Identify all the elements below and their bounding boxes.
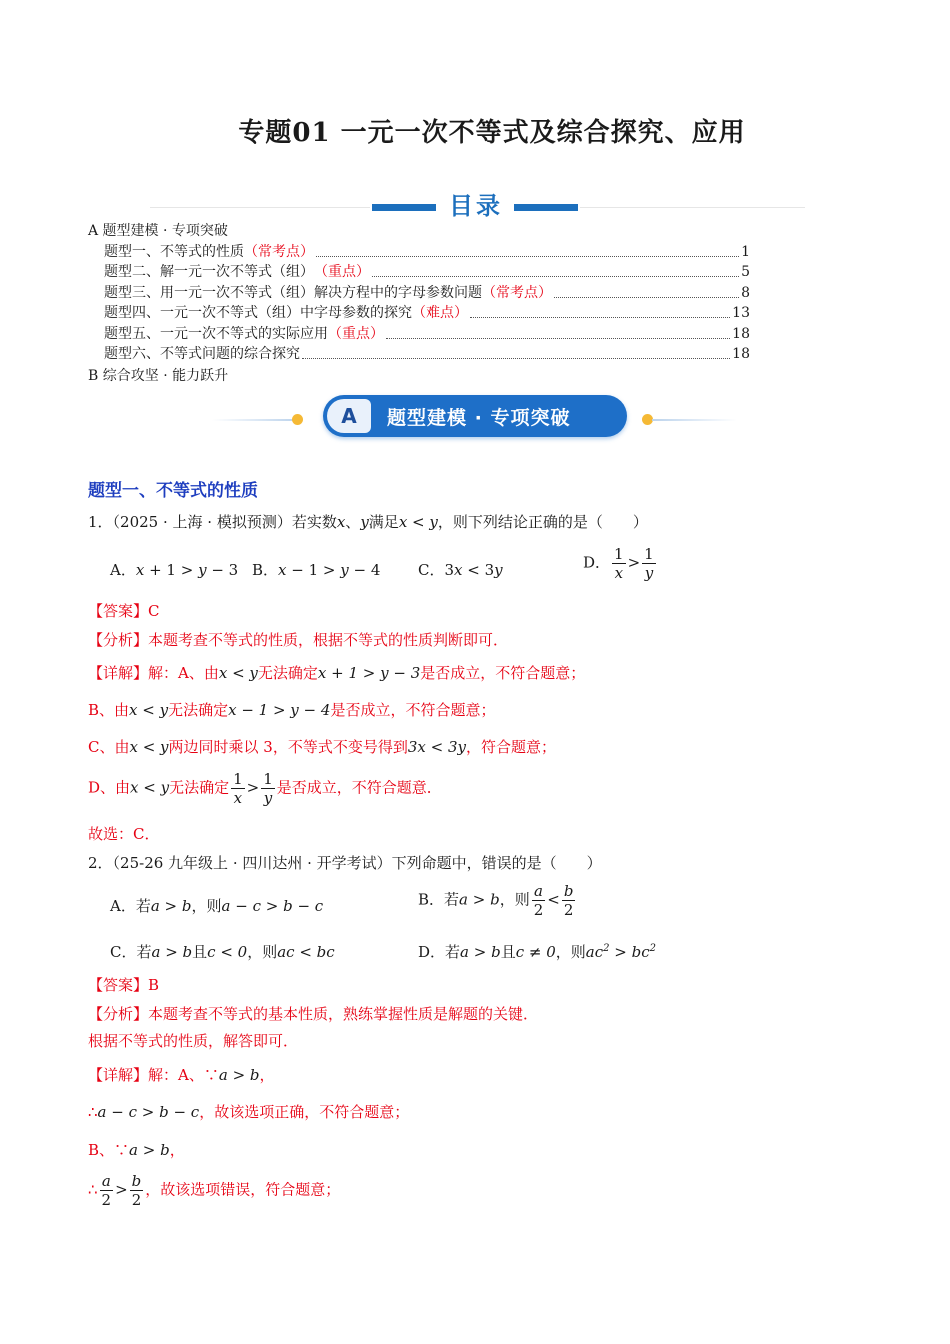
q2-detail-a-result: ∴a − c > b − c，故该选项正确，不符合题意； xyxy=(88,1103,410,1121)
detail-c-text: C、由 xyxy=(88,738,130,756)
math: y xyxy=(198,561,207,579)
q2-opt-c-text: 且 xyxy=(192,943,208,961)
math: x < y xyxy=(129,738,169,756)
math: 3x < 3y xyxy=(407,738,466,756)
toc-item-label: 题型六、不等式问题的综合探究 xyxy=(104,346,300,362)
detail-a-text2: 无法确定 xyxy=(257,664,318,682)
q1-option-c[interactable]: C．3x < 3y xyxy=(418,561,503,579)
q2-option-d[interactable] xyxy=(418,941,656,962)
toc-item-label: 题型五、一元一次不等式的实际应用 xyxy=(104,326,328,342)
page-title: 专题01 一元一次不等式及综合探究、应用 xyxy=(238,118,746,148)
toc-part-b-label: B 综合攻坚 · 能力跃升 xyxy=(88,368,229,384)
math: x + 1 > y − 3 xyxy=(317,664,421,682)
toc-item-tag: （常考点） xyxy=(482,285,552,301)
detail-b-text: B、∵ xyxy=(88,1141,130,1159)
q2-option-a[interactable] xyxy=(110,895,323,916)
toc-bar-right xyxy=(514,204,578,211)
detail-a-text: 解：A、∵ xyxy=(148,1066,219,1084)
fraction: $\frac{1}{y}$ xyxy=(263,770,273,807)
q2-analysis xyxy=(88,1003,538,1024)
q1-opt-c-label: C． xyxy=(418,561,445,579)
fraction: $\frac{a}{2}$ xyxy=(101,1172,112,1209)
toc-divider-left xyxy=(150,207,370,208)
q2-detail-b-result: ∴ $\frac{a}{2}$ > $\frac{b}{2}$ ，故该选项错误，符合题意； xyxy=(88,1172,341,1209)
math: a > b xyxy=(459,890,500,909)
q1-option-a[interactable]: A．x + 1 > y − 3 xyxy=(110,561,239,579)
analysis-label: 【分析】 xyxy=(88,1005,149,1023)
q2-opt-d-text2: ，则 xyxy=(555,943,586,961)
section-heading: 题型一、不等式的性质 xyxy=(88,481,258,501)
toc-leader xyxy=(554,283,739,298)
q1-opt-d-label: D． xyxy=(583,553,611,572)
q1-detail-d: D、由x < y无法确定 $\frac{1}{x}$ > $\frac{1}{y}$ 是否成立，不符合题意． xyxy=(88,770,442,807)
q2-detail-b: B、∵a > b， xyxy=(88,1141,185,1159)
detail-b-text: B、由 xyxy=(88,701,130,719)
toc-item-page: 13 xyxy=(732,305,750,321)
toc-item[interactable] xyxy=(104,344,750,364)
detail-a-text3: 是否成立，不符合题意； xyxy=(420,664,586,682)
q1-detail-a xyxy=(88,662,585,683)
q2-opt-b-label: B．若 xyxy=(418,890,460,909)
detail-b-text2: 无法确定 xyxy=(168,701,229,719)
toc-item-tag: （重点） xyxy=(314,264,370,280)
math: ac < bc xyxy=(277,943,335,961)
math: x < y xyxy=(129,701,169,719)
q1-analysis xyxy=(88,629,508,650)
math: x < y xyxy=(130,778,170,797)
toc-item-tag: （常考点） xyxy=(244,244,314,260)
q1-opt-a-label: A． xyxy=(110,561,136,579)
math: y xyxy=(340,561,349,579)
toc-item-label: 题型四、一元一次不等式（组）中字母参数的探究 xyxy=(104,305,412,321)
q2-answer: 【答案】B xyxy=(88,976,160,994)
toc-part-a-label: A 题型建模 · 专项突破 xyxy=(88,223,228,239)
math: $ac^2 > bc^2$ xyxy=(585,943,656,961)
toc-bar-left xyxy=(372,204,436,211)
toc-leader xyxy=(470,303,730,318)
q1-stem-b: 满足 xyxy=(368,513,399,531)
analysis-text: 本题考查不等式的性质，根据不等式的性质判断即可． xyxy=(148,631,509,649)
banner-text: 题型建模 · 专项突破 xyxy=(387,407,571,429)
math: c < 0 xyxy=(207,943,248,961)
detail-d-text: D、由 xyxy=(88,778,131,797)
fraction: $\frac{1}{x}$ xyxy=(233,770,243,807)
toc-item-page: 18 xyxy=(732,326,750,342)
q2-opt-c-text2: ，则 xyxy=(247,943,278,961)
q1-stem-c: ，则下列结论正确的是（ ） xyxy=(437,513,648,531)
toc-item-label: 题型二、解一元一次不等式（组） xyxy=(104,264,314,280)
q1-opt-b-label: B． xyxy=(252,561,279,579)
toc-item-page: 18 xyxy=(732,346,750,362)
banner-letter: A xyxy=(341,404,357,428)
toc-leader xyxy=(302,344,730,359)
q2-opt-b-text: ，则 xyxy=(499,890,530,909)
math: x < y xyxy=(218,664,258,682)
toc-divider-right xyxy=(580,207,805,208)
q2-opt-a-text: ，则 xyxy=(191,897,222,915)
math: a − c > b − c xyxy=(97,1103,200,1121)
toc-item[interactable] xyxy=(104,303,750,323)
toc-item-page: 8 xyxy=(741,285,750,301)
toc-heading: 目录 xyxy=(449,191,503,220)
q2-opt-d-label: D．若 xyxy=(418,943,461,961)
toc-part-a[interactable] xyxy=(88,221,750,241)
math: y xyxy=(360,513,369,531)
fraction: $\frac{1}{x}$ xyxy=(614,545,624,582)
question-1-stem: 1．（2025 · 上海 · 模拟预测）若实数x、y满足x < y，则下列结论正确的是（ ） xyxy=(88,513,648,531)
banner-left-dot xyxy=(292,414,303,425)
math: x xyxy=(336,513,346,531)
math: y xyxy=(494,561,503,579)
q2-analysis-2: 根据不等式的性质，解答即可． xyxy=(88,1032,299,1050)
fraction: $\frac{b}{2}$ xyxy=(563,882,574,919)
question-2-stem: 2．（25-26 九年级上 · 四川达州 · 开学考试）下列命题中，错误的是（ ） xyxy=(88,854,602,872)
q1-detail-c xyxy=(88,736,556,757)
q2-option-b[interactable]: B．若a > b，则 $\frac{a}{2}$ < $\frac{b}{2}$ xyxy=(418,882,574,919)
math: a > b xyxy=(460,943,501,961)
q1-detail-b xyxy=(88,699,495,720)
toc-item[interactable] xyxy=(104,283,750,303)
q1-option-d[interactable]: D． $\frac{1}{x}$ > $\frac{1}{y}$ xyxy=(583,545,654,582)
toc-item-label: 题型一、不等式的性质 xyxy=(104,244,244,260)
detail-a-result-text: ，故该选项正确，不符合题意； xyxy=(199,1103,410,1121)
detail-d-text3: 是否成立，不符合题意． xyxy=(276,778,442,797)
math: a > b xyxy=(150,897,192,915)
detail-b-result-text: ，故该选项错误，符合题意； xyxy=(145,1180,341,1199)
banner-letter-box xyxy=(327,399,371,433)
math: a > b xyxy=(218,1066,260,1084)
section-banner xyxy=(323,395,627,437)
toc-item-tag: （重点） xyxy=(328,326,384,342)
toc-item-page: 5 xyxy=(741,264,750,280)
q2-option-c[interactable] xyxy=(110,941,335,962)
q1-stem-a: 1．（2025 · 上海 · 模拟预测）若实数 xyxy=(88,513,337,531)
q1-answer: 【答案】C xyxy=(88,602,160,620)
math: a > b xyxy=(151,943,193,961)
toc-item-label: 题型三、用一元一次不等式（组）解决方程中的字母参数问题 xyxy=(104,285,482,301)
q2-opt-c-label: C．若 xyxy=(110,943,152,961)
toc-item-tag: （难点） xyxy=(412,305,468,321)
q2-opt-a-label: A．若 xyxy=(110,897,151,915)
detail-label: 【详解】 xyxy=(88,664,149,682)
analysis-label: 【分析】 xyxy=(88,631,149,649)
fraction: $\frac{1}{y}$ xyxy=(644,545,654,582)
toc-leader xyxy=(386,324,730,339)
toc-leader xyxy=(316,242,739,257)
detail-label: 【详解】 xyxy=(88,1066,149,1084)
fraction: $\frac{a}{2}$ xyxy=(533,882,544,919)
math: c ≠ 0 xyxy=(515,943,556,961)
q1-option-b[interactable]: B．x − 1 > y − 4 xyxy=(252,561,381,579)
toc-leader xyxy=(372,262,739,277)
math: a − c > b − c xyxy=(221,897,324,915)
fraction: $\frac{b}{2}$ xyxy=(131,1172,142,1209)
banner-right-line xyxy=(652,419,737,421)
math: x xyxy=(135,561,145,579)
toc-part-b[interactable] xyxy=(88,366,750,386)
detail-c-text3: ，符合题意； xyxy=(465,738,556,756)
detail-c-text2: 两边同时乘以 3，不等式不变号得到 xyxy=(168,738,408,756)
toc-item[interactable] xyxy=(104,324,750,344)
toc-item-page: 1 xyxy=(741,244,750,260)
detail-d-text2: 无法确定 xyxy=(169,778,230,797)
detail-a-text: 解：A、由 xyxy=(148,664,219,682)
banner-left-line xyxy=(212,419,297,421)
q1-conclusion: 故选：C． xyxy=(88,825,160,843)
math: a > b xyxy=(129,1141,170,1159)
math: x xyxy=(454,561,463,579)
math: x < y xyxy=(398,513,438,531)
detail-b-text3: 是否成立，不符合题意； xyxy=(330,701,496,719)
math: x xyxy=(278,561,287,579)
q2-opt-d-text: 且 xyxy=(500,943,516,961)
q2-detail-a: 【详解】解：A、∵a > b， xyxy=(88,1066,275,1084)
math: x − 1 > y − 4 xyxy=(228,701,331,719)
analysis-text: 本题考查不等式的基本性质，熟练掌握性质是解题的关键． xyxy=(148,1005,539,1023)
toc-item[interactable] xyxy=(104,242,750,262)
toc-item[interactable] xyxy=(104,262,750,282)
